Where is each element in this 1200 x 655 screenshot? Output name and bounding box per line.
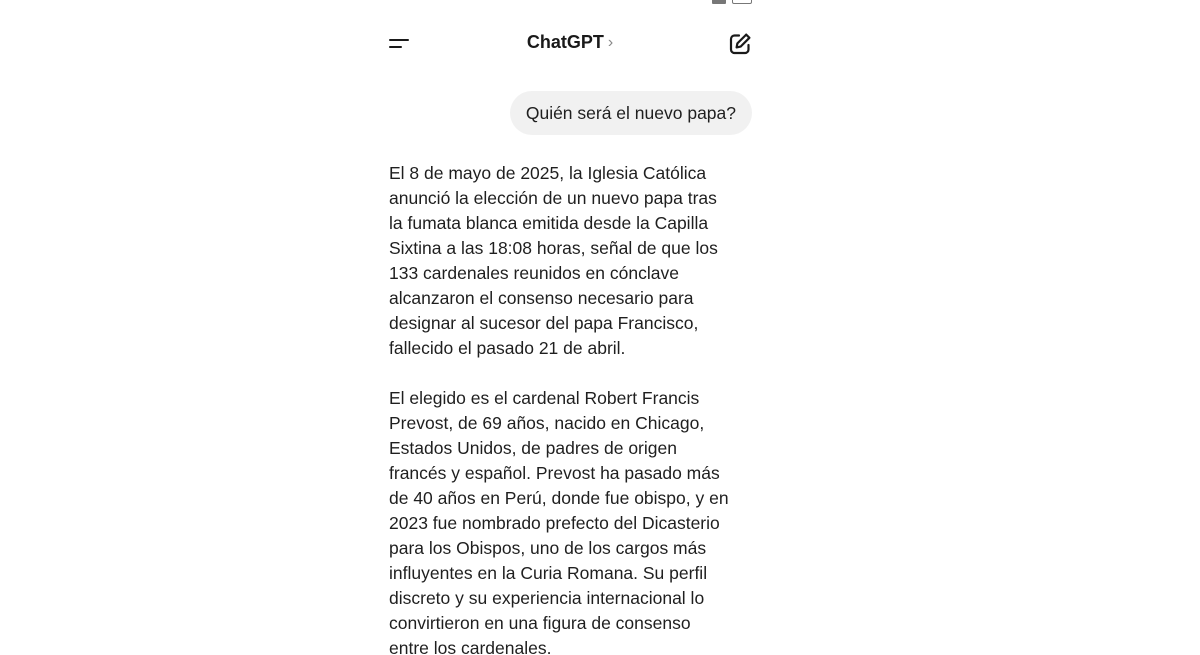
- answer-line: influyentes en la Curia Romana. Su perfil: [389, 563, 708, 583]
- status-icons: [712, 0, 752, 4]
- answer-line: la fumata blanca emitida desde la Capilla: [389, 213, 709, 233]
- chevron-right-icon: ›: [607, 34, 614, 51]
- chat-screen: [370, 0, 770, 655]
- status-bar: [388, 0, 752, 4]
- answer-line: 133 cardenales reunidos en cónclave: [389, 263, 679, 283]
- page-title: ChatGPT: [526, 32, 604, 52]
- assistant-paragraph: [389, 161, 761, 361]
- answer-line: francés y español. Prevost ha pasado más: [389, 463, 720, 483]
- model-selector[interactable]: [370, 32, 770, 53]
- answer-line: de 40 años en Perú, donde fue obispo, y en: [389, 488, 729, 508]
- answer-line: Sixtina a las 18:08 horas, señal de que los: [389, 238, 718, 258]
- answer-line: designar al sucesor del papa Francisco,: [389, 313, 699, 333]
- answer-line: Prevost, de 69 años, nacido en Chicago,: [389, 413, 705, 433]
- answer-line: El 8 de mayo de 2025, la Iglesia Católica: [389, 163, 707, 183]
- new-chat-button[interactable]: [727, 31, 753, 57]
- answer-line: convirtieron en una figura de consenso: [389, 613, 691, 633]
- assistant-message: [389, 161, 761, 655]
- answer-line: fallecido el pasado 21 de abril.: [389, 338, 626, 358]
- answer-line: anunció la elección de un nuevo papa tras: [389, 188, 717, 208]
- answer-line: discreto y su experiencia internacional lo: [389, 588, 705, 608]
- battery-icon: [732, 0, 752, 4]
- compose-icon: [727, 31, 753, 57]
- answer-line: El elegido es el cardenal Robert Francis: [389, 388, 700, 408]
- signal-icon: [712, 0, 726, 4]
- answer-line: 2023 fue nombrado prefecto del Dicasterio: [389, 513, 720, 533]
- answer-line: Estados Unidos, de padres de origen: [389, 438, 677, 458]
- user-message: Quién será el nuevo papa?: [510, 91, 752, 135]
- assistant-paragraph: [389, 386, 761, 655]
- chat-header: [370, 24, 770, 64]
- answer-line: entre los cardenales.: [389, 638, 552, 655]
- answer-line: alcanzaron el consenso necesario para: [389, 288, 694, 308]
- answer-line: para los Obispos, uno de los cargos más: [389, 538, 707, 558]
